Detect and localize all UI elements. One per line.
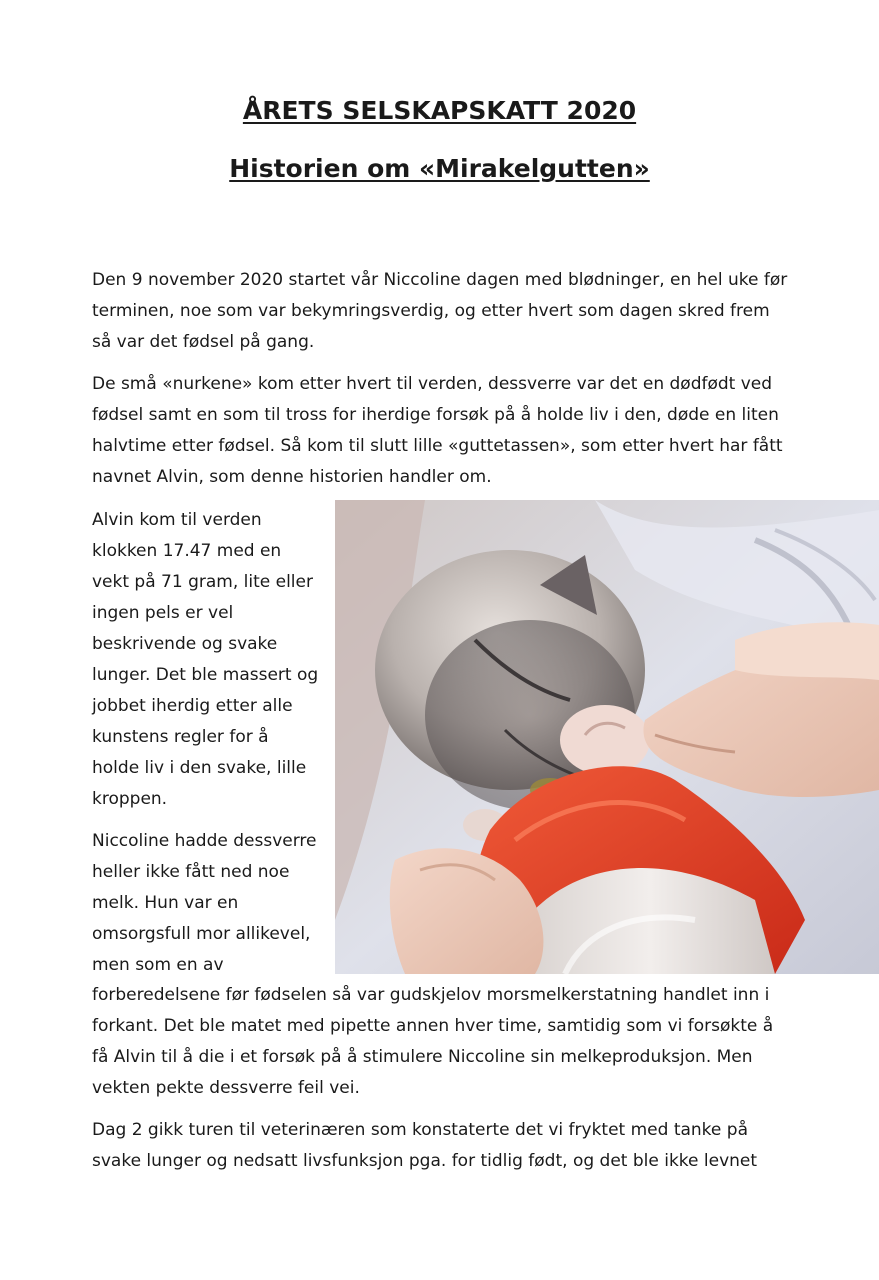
text-line: ingen pels er vel [92,603,234,623]
text-line: melk. Hun var en [92,893,239,913]
paragraph-feeding [92,980,773,1104]
text-line: men som en av [92,955,224,975]
text-line: Den 9 november 2020 startet vår Niccoline dagen med blødninger, en hel uke før [92,270,788,290]
paragraph-intro [92,265,787,358]
paragraph-vet [92,1115,757,1177]
text-line: navnet Alvin, som denne historien handler om. [92,467,492,487]
text-line: Alvin kom til verden [92,510,262,530]
text-line: så var det fødsel på gang. [92,332,315,352]
text-line: vekt på 71 gram, lite eller [92,572,313,592]
text-line: jobbet iherdig etter alle [92,696,293,716]
paragraph-milk [92,826,317,981]
text-line: holde liv i den svake, lille [92,758,307,778]
text-line: lunger. Det ble massert og [92,665,319,685]
text-line: beskrivende og svake [92,634,278,654]
text-line: forberedelsene før fødselen så var gudskjelov morsmelkerstatning handlet inn i [92,985,770,1005]
text-line: få Alvin til å die i et forsøk på å stimulere Niccoline sin melkeproduksjon. Men [92,1047,753,1067]
text-line: omsorgsfull mor allikevel, [92,924,311,944]
paragraph-birth [92,369,783,493]
text-line: halvtime etter fødsel. Så kom til slutt lille «guttetassen», som etter hvert har fått [92,436,783,456]
page-subtitle: Historien om «Mirakelgutten» [229,154,650,183]
paragraph-alvin [92,505,318,815]
text-line: terminen, noe som var bekymringsverdig, og etter hvert som dagen skred frem [92,301,770,321]
text-line: Niccoline hadde dessverre [92,831,317,851]
kitten-photo [335,500,879,974]
text-line: klokken 17.47 med en [92,541,282,561]
text-line: vekten pekte dessverre feil vei. [92,1078,360,1098]
page-title: ÅRETS SELSKAPSKATT 2020 [242,96,637,125]
text-line: svake lunger og nedsatt livsfunksjon pga. for tidlig født, og det ble ikke levnet [92,1151,758,1171]
text-line: kunstens regler for å [92,727,269,747]
text-line: forkant. Det ble matet med pipette annen hver time, samtidig som vi forsøkte å [92,1016,774,1036]
text-line: De små «nurkene» kom etter hvert til verden, dessverre var det en dødfødt ved [92,374,773,394]
text-line: kroppen. [92,789,168,809]
text-line: Dag 2 gikk turen til veterinæren som konstaterte det vi fryktet med tanke på [92,1120,748,1140]
text-line: heller ikke fått ned noe [92,862,290,882]
text-line: fødsel samt en som til tross for iherdige forsøk på å holde liv i den, døde en liten [92,405,779,425]
